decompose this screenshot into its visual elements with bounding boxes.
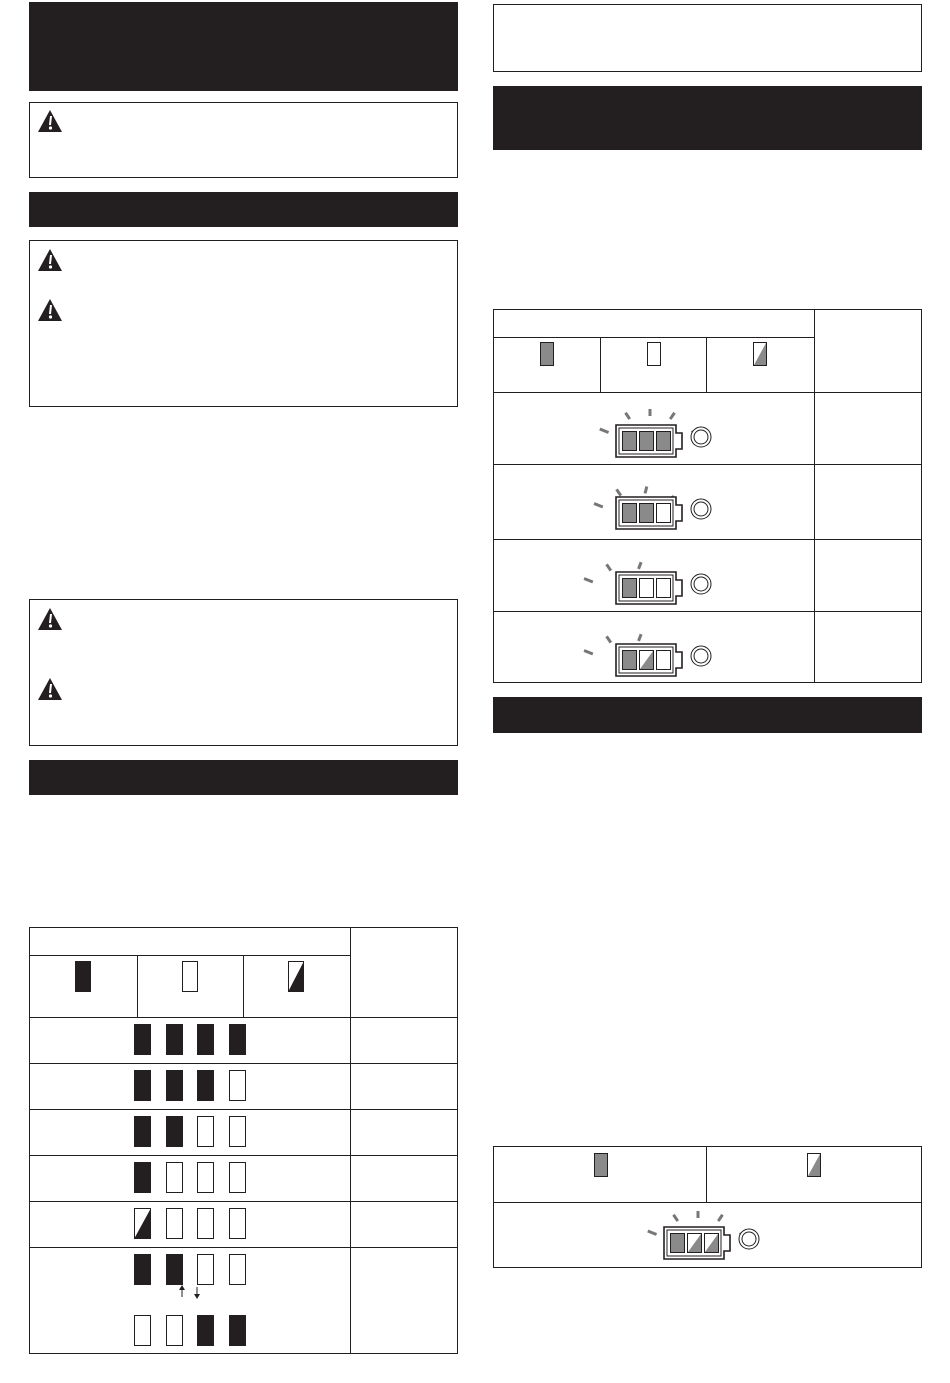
indicator-legend	[30, 955, 350, 1017]
warning-triangle-glyph	[37, 607, 63, 631]
indicator-off-icon	[198, 1163, 214, 1193]
indicator-off-icon	[230, 1163, 246, 1193]
warning-triangle-icon	[37, 298, 63, 322]
battery-lamp-icon	[584, 562, 711, 604]
indicator-lit-icon	[541, 343, 554, 366]
battery-lamp-icon	[648, 1211, 759, 1259]
indicator-lit-icon	[166, 1024, 183, 1055]
section-header-bar	[493, 697, 922, 733]
indicator-off-icon	[657, 504, 671, 523]
battery-row-graphic	[494, 1202, 921, 1267]
warning-triangle-glyph	[37, 298, 63, 322]
indicator-lit-icon	[229, 1315, 246, 1346]
warning-box	[29, 599, 458, 746]
indicator-blinking-icon	[754, 343, 767, 366]
warning-box	[29, 240, 458, 407]
warning-triangle-glyph	[37, 109, 63, 133]
indicator-off-icon	[657, 651, 671, 670]
indicator-blinking-icon	[705, 1234, 719, 1253]
battery-rows-graphic	[494, 392, 814, 682]
section-header-bar	[29, 760, 458, 795]
indicator-lit-icon	[166, 1254, 183, 1285]
indicator-off-icon	[167, 1209, 183, 1239]
indicator-rows-graphic	[30, 1017, 350, 1353]
indicator-lit-icon	[134, 1070, 151, 1101]
indicator-off-icon	[198, 1117, 214, 1147]
warning-triangle-icon	[37, 677, 63, 701]
indicator-off-icon	[167, 1316, 183, 1346]
indicator-lit-icon	[197, 1024, 214, 1055]
battery-lamp-icon	[600, 409, 711, 457]
indicator-legend	[494, 1147, 921, 1202]
indicator-lit-icon	[623, 432, 637, 451]
legend-graphic	[494, 337, 814, 392]
warning-triangle-glyph	[37, 248, 63, 272]
section-header-bar	[29, 2, 458, 91]
indicator-blinking-icon	[688, 1234, 702, 1253]
battery-table	[493, 309, 922, 683]
indicator-lit-icon	[640, 432, 654, 451]
battery-lamp-icon	[584, 634, 711, 676]
indicator-off-icon	[167, 1163, 183, 1193]
indicator-rows	[30, 1017, 350, 1353]
indicator-lit-icon	[640, 504, 654, 523]
indicator-lit-icon	[595, 1154, 608, 1177]
indicator-off-icon	[230, 1255, 246, 1285]
indicator-lit-icon	[623, 504, 637, 523]
battery-rows	[494, 392, 814, 682]
indicator-lit-icon	[197, 1315, 214, 1346]
section-header-bar	[29, 192, 458, 227]
indicator-lit-icon	[75, 961, 91, 992]
battery-table	[493, 1146, 922, 1268]
indicator-lit-icon	[134, 1162, 151, 1193]
indicator-lit-icon	[657, 432, 671, 451]
warning-triangle-icon	[37, 248, 63, 272]
indicator-lit-icon	[229, 1024, 246, 1055]
warning-triangle-icon	[37, 607, 63, 631]
indicator-off-icon	[648, 343, 661, 366]
notice-box	[493, 4, 922, 72]
indicator-off-icon	[640, 579, 654, 598]
indicator-off-icon	[198, 1255, 214, 1285]
indicator-lit-icon	[623, 651, 637, 670]
indicator-off-icon	[183, 962, 198, 992]
indicator-lit-icon	[671, 1234, 685, 1253]
indicator-lit-icon	[623, 579, 637, 598]
indicator-lit-icon	[134, 1254, 151, 1285]
indicator-off-icon	[135, 1316, 151, 1346]
indicator-off-icon	[198, 1209, 214, 1239]
indicator-off-icon	[230, 1209, 246, 1239]
indicator-blinking-icon	[134, 1208, 151, 1239]
indicator-blinking-icon	[288, 961, 304, 992]
warning-triangle-glyph	[37, 677, 63, 701]
indicator-off-icon	[657, 579, 671, 598]
indicator-lit-icon	[134, 1024, 151, 1055]
indicator-blinking-icon	[808, 1154, 821, 1177]
legend-graphic	[494, 1147, 921, 1202]
section-header-bar	[493, 86, 922, 150]
indicator-lit-icon	[166, 1116, 183, 1147]
indicator-lit-icon	[134, 1116, 151, 1147]
legend-graphic	[30, 955, 350, 1017]
indicator-off-icon	[230, 1117, 246, 1147]
indicator-table	[29, 927, 458, 1354]
indicator-blinking-icon	[640, 651, 654, 670]
battery-row	[494, 1202, 921, 1267]
battery-lamp-icon	[594, 487, 711, 529]
indicator-off-icon	[230, 1071, 246, 1101]
up-down-arrows-icon	[179, 1285, 200, 1299]
indicator-lit-icon	[197, 1070, 214, 1101]
warning-box	[29, 102, 458, 178]
warning-triangle-icon	[37, 109, 63, 133]
indicator-lit-icon	[166, 1070, 183, 1101]
indicator-legend	[494, 337, 814, 392]
